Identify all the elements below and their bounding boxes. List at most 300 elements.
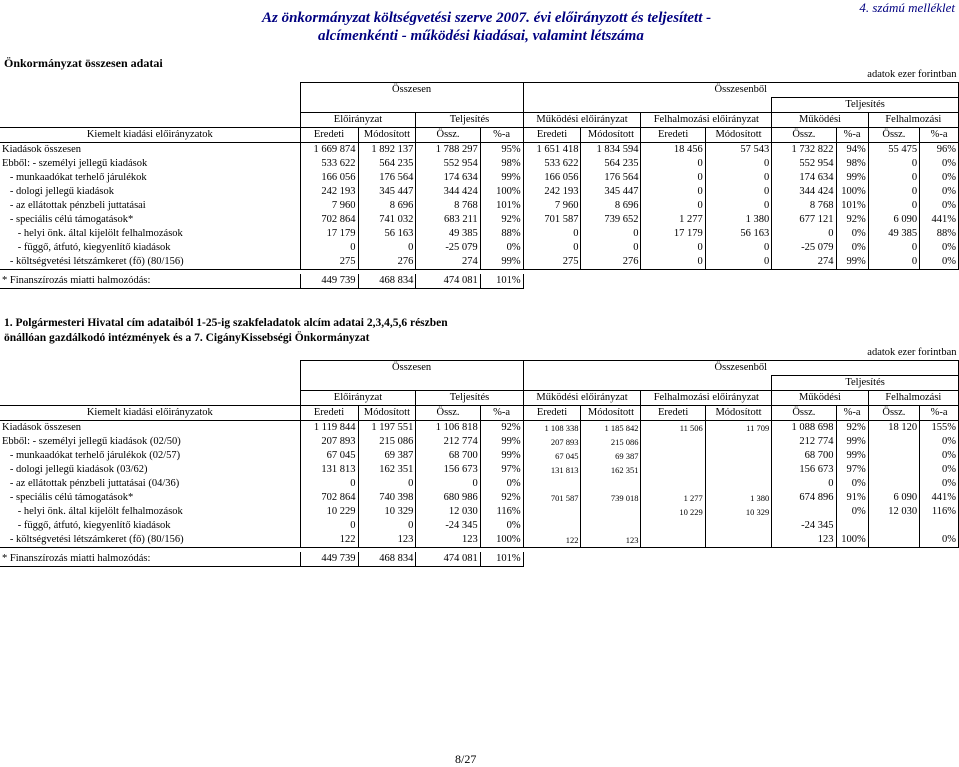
row-label: - költségvetési létszámkeret (fő) (80/156) (0, 255, 300, 270)
table-cell (641, 463, 705, 477)
table-cell: 0% (920, 533, 959, 548)
table-1 (0, 68, 959, 289)
table-cell: 344 424 (772, 185, 836, 199)
table-cell: 0 (868, 171, 919, 185)
table-cell: 0% (920, 185, 959, 199)
table-cell: 57 543 (705, 143, 771, 158)
table-cell: 99% (480, 449, 523, 463)
table-row (0, 241, 959, 255)
table-cell: 0 (641, 199, 705, 213)
table-cell (868, 477, 919, 491)
table-row (0, 421, 959, 436)
table-cell: 123 (358, 533, 416, 548)
table-cell (641, 533, 705, 548)
table-cell: 0 (705, 255, 771, 270)
table-cell: 101% (480, 199, 523, 213)
row-label: - költségvetési létszámkeret (fő) (80/156) (0, 533, 300, 548)
table-cell: 1 106 818 (416, 421, 480, 436)
table-cell: 1 119 844 (300, 421, 358, 436)
table-cell: -25 079 (772, 241, 836, 255)
table-cell: 8 696 (358, 199, 416, 213)
table-row (0, 491, 959, 505)
table-cell: 0% (836, 505, 868, 519)
row-label: - helyi önk. által kijelölt felhalmozások (2, 228, 183, 239)
table-cell (868, 449, 919, 463)
table-cell: 0 (705, 157, 771, 171)
table-cell: 49 385 (416, 227, 480, 241)
table-cell: 0% (920, 449, 959, 463)
header-osszesen: Összesen (300, 83, 523, 98)
table-cell: 0 (868, 241, 919, 255)
table-cell: 10 329 (358, 505, 416, 519)
table-cell: 1 380 (705, 213, 771, 227)
page-number: 8/27 (455, 752, 477, 766)
row-label: - munkaadókat terhelő járulékok (2, 172, 147, 183)
table-cell: 11 506 (641, 421, 705, 436)
table-cell: 0 (358, 519, 416, 533)
annex-label: 4. számú melléklet (859, 0, 955, 15)
table-cell: 680 986 (416, 491, 480, 505)
table-row (0, 519, 959, 533)
table-cell: 0% (836, 241, 868, 255)
subheader-cell: Módosított (705, 406, 771, 421)
table-cell: 1 651 418 (523, 143, 581, 158)
table-cell: 274 (416, 255, 480, 270)
finance-label: * Finanszírozás miatti halmozódás: (0, 552, 300, 567)
table-cell: 99% (836, 171, 868, 185)
table-cell: 207 893 (300, 435, 358, 449)
table-cell: 0 (868, 185, 919, 199)
header-teljesites-group-2: Teljesítés (772, 376, 959, 391)
finance-cell: 474 081 (416, 274, 480, 289)
table-cell: 68 700 (416, 449, 480, 463)
table-cell: 0% (836, 477, 868, 491)
subheader-cell: %-a (480, 406, 523, 421)
table-cell (772, 505, 836, 519)
header-mukodesi-eloir-2: Működési előirányzat (523, 391, 641, 406)
table-cell (641, 519, 705, 533)
section-title-2a: 1. Polgármesteri Hivatal cím adataiból 1-25-ig szakfeladatok alcím adatai 2,3,4,5,6 részben (4, 317, 448, 329)
table-cell: 701 587 (523, 491, 581, 505)
table-cell: 99% (836, 435, 868, 449)
table-cell: 99% (480, 435, 523, 449)
table-cell: 0 (358, 477, 416, 491)
title-line1: Az önkormányzat költségvetési szerve 2007. évi előirányzott és teljesített - (262, 10, 712, 26)
subheader-cell: Össz. (416, 406, 480, 421)
table-cell: 67 045 (523, 449, 581, 463)
table-cell: 94% (836, 143, 868, 158)
table-cell: 88% (920, 227, 959, 241)
table-cell: 100% (836, 185, 868, 199)
row-label: - speciális célú támogatások* (2, 492, 134, 503)
table-cell: 10 229 (300, 505, 358, 519)
table-cell: 0 (772, 227, 836, 241)
table-cell: 215 086 (581, 435, 641, 449)
table-cell (581, 505, 641, 519)
table-cell: 0 (641, 185, 705, 199)
table-cell: 552 954 (772, 157, 836, 171)
table-cell: 0% (480, 241, 523, 255)
table-cell: 1 197 551 (358, 421, 416, 436)
table-cell: 1 380 (705, 491, 771, 505)
finance-cell: 468 834 (358, 274, 416, 289)
row-label: - az ellátottak pénzbeli juttatásai (2, 200, 146, 211)
table-cell: 6 090 (868, 213, 919, 227)
table-cell: 10 329 (705, 505, 771, 519)
table-cell: 674 896 (772, 491, 836, 505)
row-label: - dologi jellegű kiadások (2, 186, 114, 197)
subheader-cell: Össz. (772, 128, 836, 143)
table-cell: 701 587 (523, 213, 581, 227)
table-cell: 116% (920, 505, 959, 519)
table-cell: 166 056 (523, 171, 581, 185)
table-cell: 122 (523, 533, 581, 548)
table-cell: 122 (300, 533, 358, 548)
table-cell: 0 (641, 171, 705, 185)
subheader-cell: Eredeti (523, 406, 581, 421)
table-cell: 17 179 (300, 227, 358, 241)
row-label: - munkaadókat terhelő járulékok (02/57) (2, 450, 181, 461)
table-cell (705, 449, 771, 463)
table-cell: 0% (920, 157, 959, 171)
table-cell (705, 519, 771, 533)
header-teljesites-2: Teljesítés (416, 391, 523, 406)
row-label: Ebből: - személyi jellegű kiadások (02/50) (2, 436, 181, 447)
table-cell: 0% (480, 477, 523, 491)
table-cell: 552 954 (416, 157, 480, 171)
table-cell: 97% (836, 463, 868, 477)
table-cell: 677 121 (772, 213, 836, 227)
row-label: - speciális célú támogatások* (2, 214, 134, 225)
table-cell: 56 163 (358, 227, 416, 241)
table-cell: 0 (705, 199, 771, 213)
table-cell: 0% (480, 519, 523, 533)
table-cell: 18 120 (868, 421, 919, 436)
header-felhalmozasi-2: Felhalmozási (868, 391, 958, 406)
subheader-cell: %-a (920, 128, 959, 143)
table-cell: 0% (920, 477, 959, 491)
table-cell: 207 893 (523, 435, 581, 449)
table-cell: 123 (772, 533, 836, 548)
table-cell: 533 622 (300, 157, 358, 171)
table-cell: 274 (772, 255, 836, 270)
table-cell: 1 834 594 (581, 143, 641, 158)
table-cell: 166 056 (300, 171, 358, 185)
subheader-cell: Módosított (358, 128, 416, 143)
unit-label: adatok ezer forintban (867, 69, 957, 80)
subheader-cell: Eredeti (300, 128, 358, 143)
table-cell: 1 892 137 (358, 143, 416, 158)
table-cell: 0 (523, 227, 581, 241)
table-row (0, 185, 959, 199)
table-cell: 275 (300, 255, 358, 270)
table-cell: 123 (581, 533, 641, 548)
header-felhalm-eloir-2: Felhalmozási előirányzat (641, 391, 772, 406)
subheader-cell: Módosított (705, 128, 771, 143)
finance-row (0, 274, 959, 289)
header-osszesenbol: Összesenből (523, 83, 958, 98)
table-cell: 683 211 (416, 213, 480, 227)
header-eloiranyzat: Előirányzat (300, 113, 416, 128)
table-cell: 344 424 (416, 185, 480, 199)
subheader-cell: Eredeti (300, 406, 358, 421)
subheader-cell: Módosított (581, 128, 641, 143)
subheader-cell: %-a (480, 128, 523, 143)
table-cell: 0 (641, 157, 705, 171)
table-cell: 345 447 (581, 185, 641, 199)
row-label: - helyi önk. által kijelölt felhalmozások (2, 506, 183, 517)
title-line2: alcímenkénti - működési kiadásai, valamint létszáma (318, 28, 644, 44)
table-cell: 6 090 (868, 491, 919, 505)
table-cell: 0% (920, 199, 959, 213)
table-cell (523, 519, 581, 533)
table-cell: 12 030 (868, 505, 919, 519)
table-cell: 0 (581, 241, 641, 255)
table-cell: 739 652 (581, 213, 641, 227)
table-cell: 1 788 297 (416, 143, 480, 158)
subheader-cell: %-a (836, 406, 868, 421)
table-cell: 8 768 (772, 199, 836, 213)
table-cell (705, 533, 771, 548)
section-title-2b: önállóan gazdálkodó intézmények és a 7. CigányKissebségi Önkormányzat (4, 332, 370, 344)
subheader-cell: Össz. (772, 406, 836, 421)
table-cell: 17 179 (641, 227, 705, 241)
table-cell: 69 387 (581, 449, 641, 463)
header-mukodesi: Működési (772, 113, 868, 128)
table-cell (641, 477, 705, 491)
table-cell: 0% (920, 463, 959, 477)
header-eloiranyzat-2: Előirányzat (300, 391, 416, 406)
table-cell: 7 960 (523, 199, 581, 213)
subheader-cell: %-a (920, 406, 959, 421)
table-cell (523, 505, 581, 519)
table-cell: 1 277 (641, 491, 705, 505)
table-cell: 156 673 (772, 463, 836, 477)
table-cell (868, 519, 919, 533)
table-cell: -24 345 (416, 519, 480, 533)
table-cell: 276 (581, 255, 641, 270)
table-cell: 97% (480, 463, 523, 477)
header-osszesenbol-2: Összesenből (523, 361, 958, 376)
finance-cell: 468 834 (358, 552, 416, 567)
table-cell: 1 108 338 (523, 421, 581, 436)
table-cell: 174 634 (772, 171, 836, 185)
table-cell: 100% (480, 533, 523, 548)
table-cell: 0 (868, 255, 919, 270)
table-cell: 116% (480, 505, 523, 519)
table-cell: 0 (868, 157, 919, 171)
finance-cell: 101% (480, 552, 523, 567)
table-cell: 0 (300, 519, 358, 533)
table-cell (705, 435, 771, 449)
header-felhalmozasi: Felhalmozási (868, 113, 958, 128)
table-cell: 68 700 (772, 449, 836, 463)
table-cell: 0 (358, 241, 416, 255)
table-cell: 564 235 (358, 157, 416, 171)
table-cell: -25 079 (416, 241, 480, 255)
table-row (0, 171, 959, 185)
table-cell (641, 435, 705, 449)
table-cell: 0% (836, 227, 868, 241)
table-cell: 441% (920, 491, 959, 505)
table-cell: -24 345 (772, 519, 836, 533)
table-cell: 18 456 (641, 143, 705, 158)
table-row (0, 533, 959, 548)
table-cell: 0 (641, 255, 705, 270)
table-cell: 1 669 874 (300, 143, 358, 158)
table-row (0, 505, 959, 519)
finance-cell: 449 739 (300, 274, 358, 289)
table-cell: 56 163 (705, 227, 771, 241)
table-cell (523, 477, 581, 491)
subheader-cell: Össz. (868, 128, 919, 143)
table-cell: 0 (868, 199, 919, 213)
header-rowhead: Kiemelt kiadási előirányzatok (0, 128, 300, 143)
table-cell: 100% (836, 533, 868, 548)
table-row (0, 449, 959, 463)
table-row (0, 435, 959, 449)
table-cell: 212 774 (772, 435, 836, 449)
table-cell: 155% (920, 421, 959, 436)
table-cell: 99% (480, 171, 523, 185)
table-cell: 1 277 (641, 213, 705, 227)
table-cell: 740 398 (358, 491, 416, 505)
subheader-cell: Össz. (868, 406, 919, 421)
unit-label-2: adatok ezer forintban (867, 347, 957, 358)
row-label: - dologi jellegű kiadások (03/62) (2, 464, 148, 475)
table-cell: 98% (836, 157, 868, 171)
table-cell: 162 351 (358, 463, 416, 477)
table-cell (705, 477, 771, 491)
table-cell: 0 (705, 171, 771, 185)
table-cell: 1 088 698 (772, 421, 836, 436)
table-cell: 0% (920, 255, 959, 270)
table-cell: 100% (480, 185, 523, 199)
table-cell: 212 774 (416, 435, 480, 449)
row-label: - függő, átfutó, kiegyenlítő kiadások (2, 520, 171, 531)
header-teljesites: Teljesítés (416, 113, 523, 128)
table-cell: 92% (480, 491, 523, 505)
table-cell: 92% (480, 213, 523, 227)
table-cell: 0% (920, 241, 959, 255)
table-cell (868, 463, 919, 477)
table-cell (581, 477, 641, 491)
table-cell: 0 (772, 477, 836, 491)
header-felhalm-eloir: Felhalmozási előirányzat (641, 113, 772, 128)
table-cell: 69 387 (358, 449, 416, 463)
header-mukodesi-2: Működési (772, 391, 868, 406)
table-row (0, 213, 959, 227)
finance-cell: 101% (480, 274, 523, 289)
table-cell: 564 235 (581, 157, 641, 171)
header-rowhead-2: Kiemelt kiadási előirányzatok (0, 406, 300, 421)
table-cell: 123 (416, 533, 480, 548)
table-row (0, 199, 959, 213)
table-cell: 702 864 (300, 491, 358, 505)
table-row (0, 157, 959, 171)
table-cell (705, 463, 771, 477)
table-cell: 741 032 (358, 213, 416, 227)
table-cell: 0% (920, 171, 959, 185)
table-cell: 131 813 (300, 463, 358, 477)
table-cell: 275 (523, 255, 581, 270)
table-cell: 88% (480, 227, 523, 241)
finance-label: * Finanszírozás miatti halmozódás: (0, 274, 300, 289)
row-label: Ebből: - személyi jellegű kiadások (2, 158, 148, 169)
table-cell: 156 673 (416, 463, 480, 477)
table-cell: 91% (836, 491, 868, 505)
table-cell: 215 086 (358, 435, 416, 449)
table-cell: 8 696 (581, 199, 641, 213)
table-cell: 0 (523, 241, 581, 255)
row-label: Kiadások összesen (2, 422, 82, 433)
table-cell: 12 030 (416, 505, 480, 519)
table-cell: 162 351 (581, 463, 641, 477)
table-cell: 92% (836, 213, 868, 227)
table-cell (836, 519, 868, 533)
table-cell: 0 (705, 185, 771, 199)
section-title-1: Önkormányzat összesen adatai (4, 56, 163, 70)
finance-cell: 474 081 (416, 552, 480, 567)
table-cell: 131 813 (523, 463, 581, 477)
table-cell: 98% (480, 157, 523, 171)
table-cell: 0 (300, 477, 358, 491)
finance-cell: 449 739 (300, 552, 358, 567)
subheader-cell: Eredeti (641, 406, 705, 421)
table-cell: 345 447 (358, 185, 416, 199)
table-cell: 242 193 (300, 185, 358, 199)
row-label: Kiadások összesen (2, 144, 82, 155)
table-cell: 95% (480, 143, 523, 158)
table-cell: 176 564 (581, 171, 641, 185)
table-cell: 0 (300, 241, 358, 255)
table-cell (920, 519, 959, 533)
table-cell: 101% (836, 199, 868, 213)
table-cell (868, 533, 919, 548)
table-row (0, 143, 959, 158)
table-cell: 0 (641, 241, 705, 255)
subheader-cell: %-a (836, 128, 868, 143)
table-cell: 0 (705, 241, 771, 255)
table-cell: 55 475 (868, 143, 919, 158)
table-cell: 1 185 842 (581, 421, 641, 436)
table-row (0, 227, 959, 241)
header-teljesites-group: Teljesítés (772, 98, 959, 113)
table-cell: 49 385 (868, 227, 919, 241)
table-cell: 702 864 (300, 213, 358, 227)
table-cell: 10 229 (641, 505, 705, 519)
finance-row (0, 552, 959, 567)
table-cell: 441% (920, 213, 959, 227)
subheader-cell: Módosított (358, 406, 416, 421)
table-cell: 1 732 822 (772, 143, 836, 158)
header-mukodesi-eloir: Működési előirányzat (523, 113, 641, 128)
table-cell: 174 634 (416, 171, 480, 185)
subheader-cell: Eredeti (523, 128, 581, 143)
table-cell: 92% (836, 421, 868, 436)
header-osszesen-2: Összesen (300, 361, 523, 376)
table-cell: 8 768 (416, 199, 480, 213)
table-cell: 11 709 (705, 421, 771, 436)
subheader-cell: Módosított (581, 406, 641, 421)
table-row (0, 255, 959, 270)
table-row (0, 477, 959, 491)
table-cell: 92% (480, 421, 523, 436)
table-cell: 0 (581, 227, 641, 241)
table-cell (868, 435, 919, 449)
table-cell: 276 (358, 255, 416, 270)
table-cell: 7 960 (300, 199, 358, 213)
